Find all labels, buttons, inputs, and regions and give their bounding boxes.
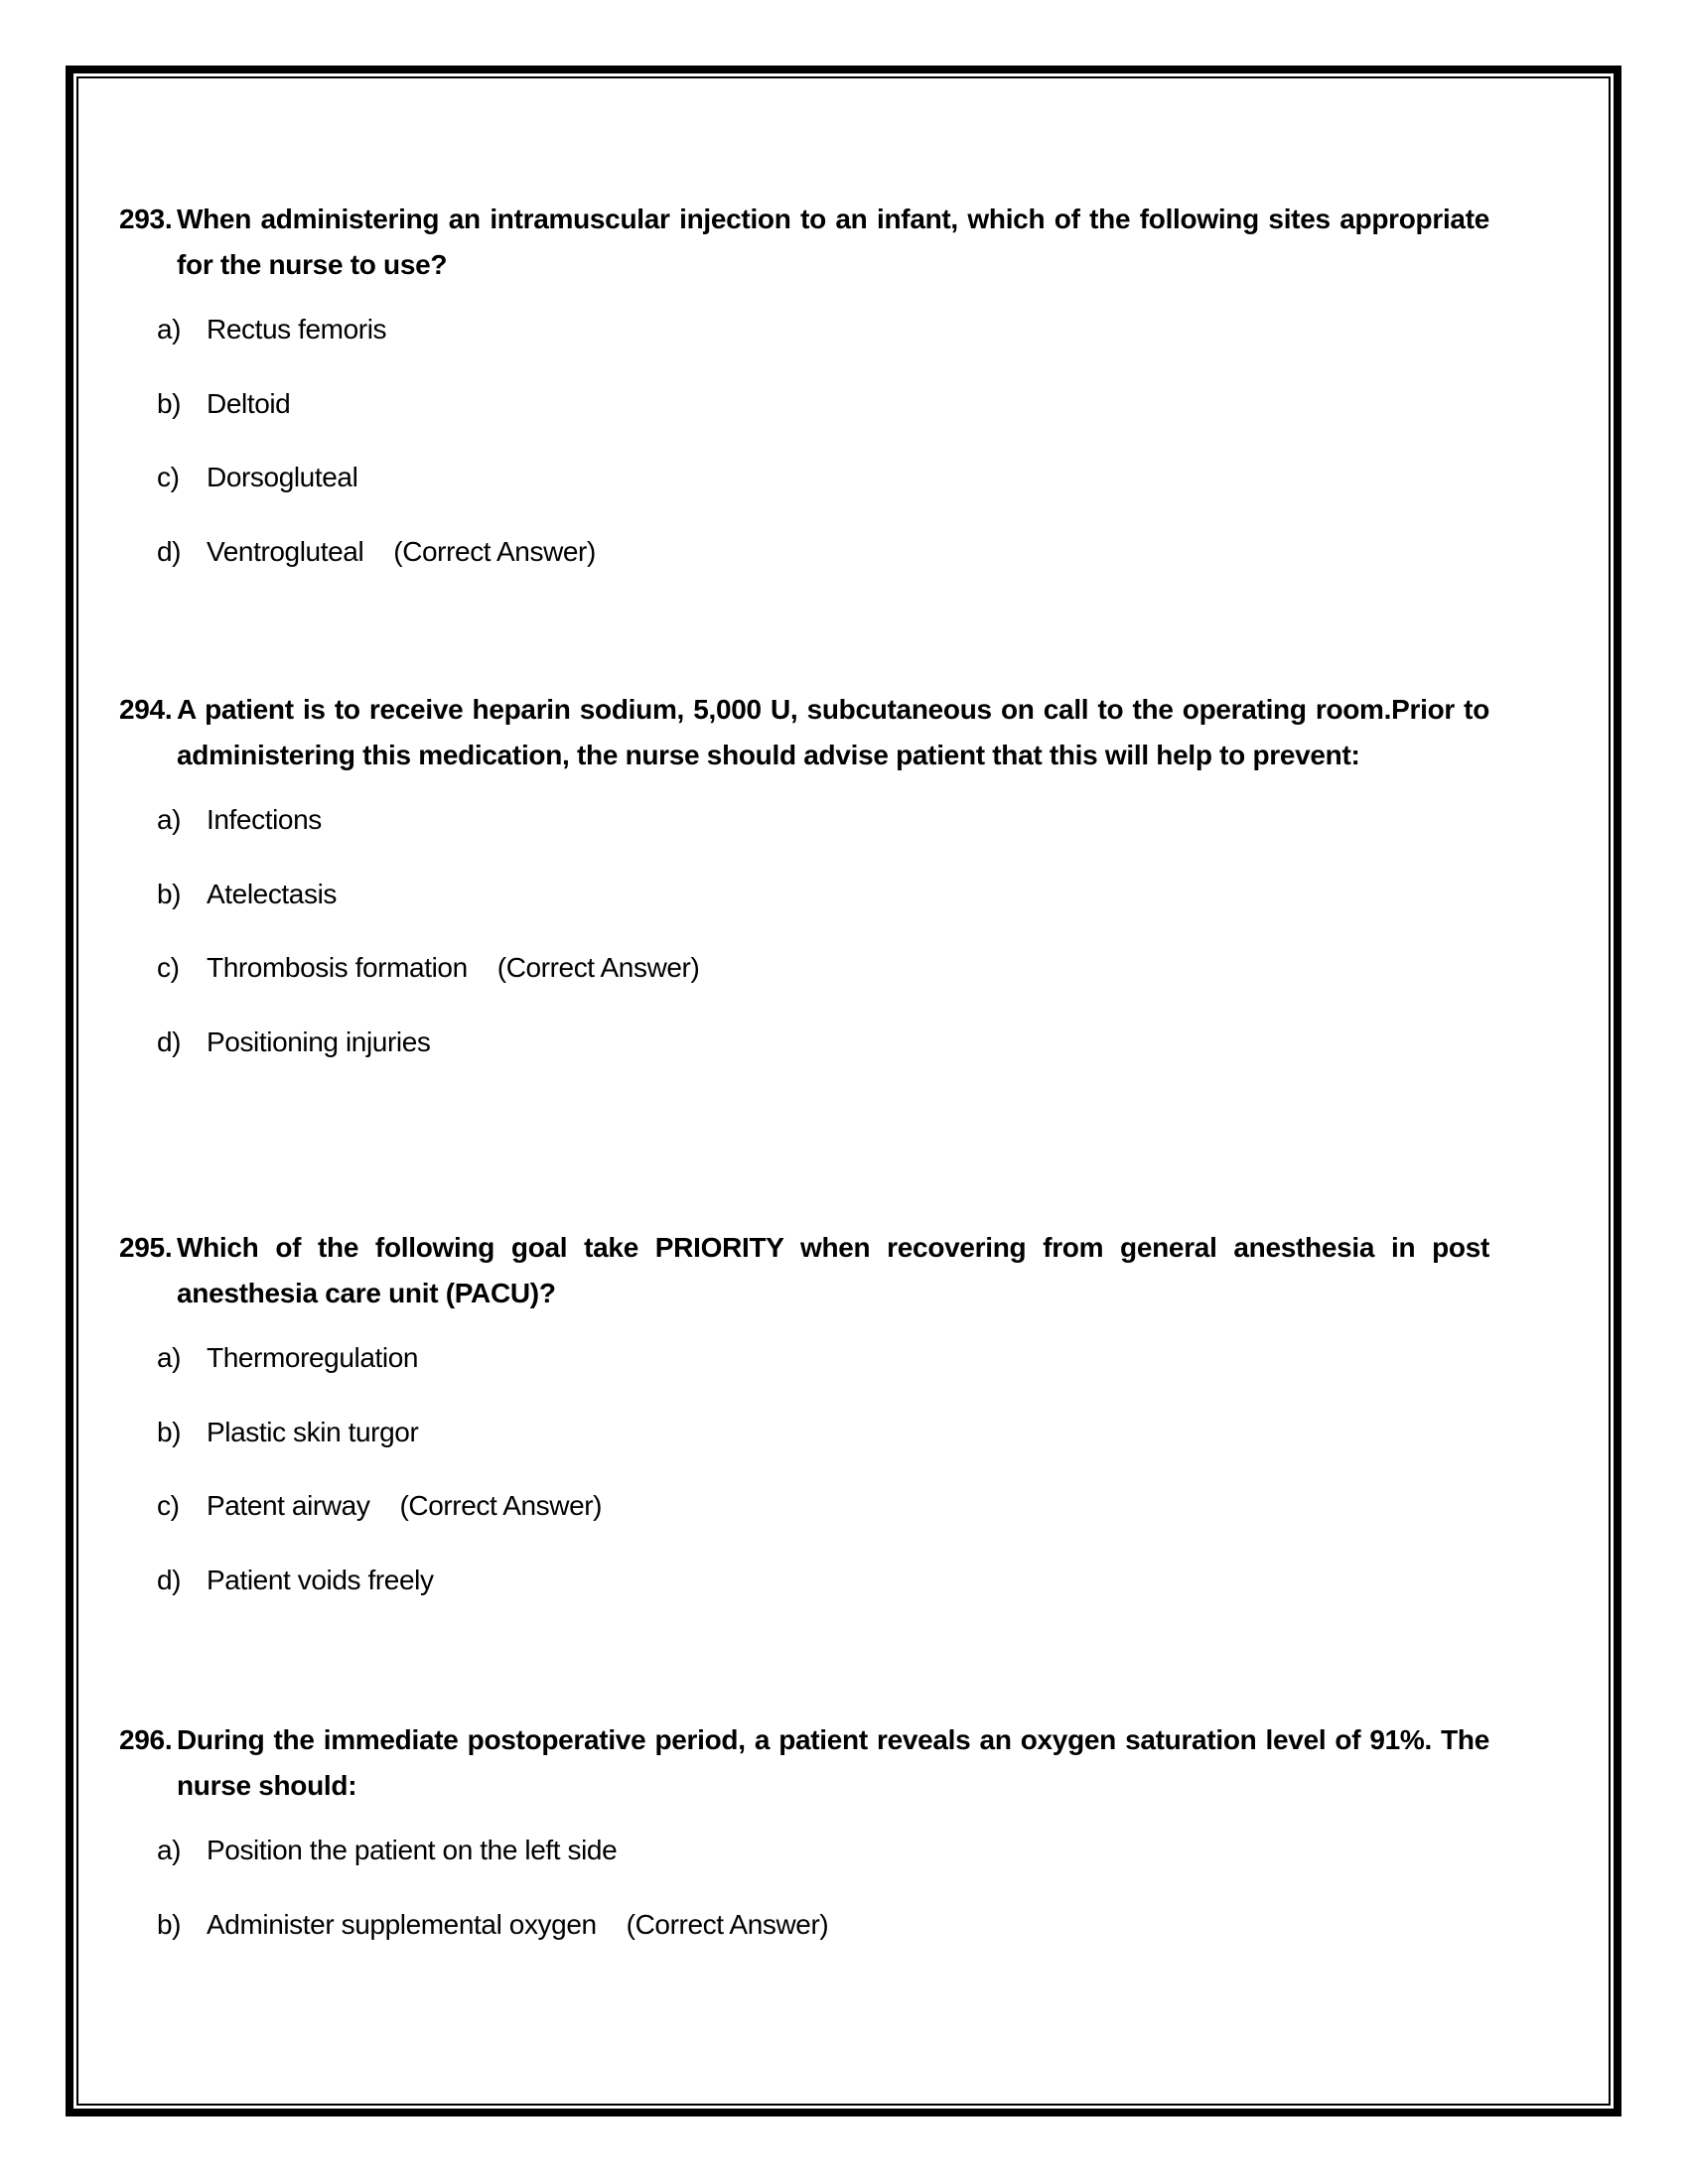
option-letter: b) (157, 1908, 182, 1940)
option-text: Rectus femoris (207, 314, 387, 344)
option-list (119, 806, 1489, 1102)
option-letter: a) (157, 804, 182, 835)
correct-answer-label: (Correct Answer) (496, 952, 700, 983)
option-list (119, 1837, 1489, 1984)
option-d (119, 535, 1489, 613)
option-letter: d) (157, 1025, 182, 1057)
question-text: A patient is to receive heparin sodium, 5,000 U, subcutaneous on call to the operating room.Prior to administering this medication, the nurse should advise patient that this will help to prevent: (177, 694, 1489, 770)
question-number: 294. (119, 694, 173, 725)
question-stem (119, 1225, 1489, 1316)
option-letter: d) (157, 535, 182, 567)
option-text: Thrombosis formation (207, 952, 468, 983)
option-letter: c) (157, 1490, 180, 1521)
question-number: 295. (119, 1232, 173, 1263)
question-295 (119, 1225, 1489, 1640)
option-text: Patent airway (207, 1490, 370, 1521)
question-text: Which of the following goal take PRIORITY when recovering from general anesthesia in post anesthesia care unit (PACU)? (177, 1232, 1489, 1308)
option-text: Infections (207, 804, 322, 835)
option-text: Atelectasis (207, 878, 337, 909)
option-text: Plastic skin turgor (207, 1416, 419, 1447)
correct-answer-label: (Correct Answer) (393, 535, 596, 567)
option-text: Thermoregulation (207, 1342, 419, 1373)
option-b (119, 387, 1489, 465)
correct-answer-label: (Correct Answer) (399, 1490, 603, 1521)
option-c (119, 464, 1489, 538)
option-letter: b) (157, 1416, 182, 1447)
option-text: Deltoid (207, 387, 291, 419)
option-a (119, 806, 1489, 881)
option-letter: a) (157, 314, 182, 344)
option-letter: b) (157, 878, 182, 909)
option-b (119, 1908, 1489, 1985)
question-293 (119, 197, 1489, 612)
option-text: Patient voids freely (207, 1564, 434, 1595)
option-text: Dorsogluteal (207, 462, 358, 492)
option-c (119, 954, 1489, 1028)
option-list (119, 316, 1489, 612)
question-number: 293. (119, 204, 173, 234)
option-letter: d) (157, 1564, 182, 1595)
question-stem (119, 197, 1489, 288)
option-c (119, 1492, 1489, 1567)
correct-answer-label: (Correct Answer) (626, 1908, 829, 1940)
option-letter: c) (157, 952, 180, 983)
option-a (119, 1837, 1489, 1911)
option-text: Administer supplemental oxygen (207, 1908, 597, 1940)
question-294 (119, 687, 1489, 1102)
option-a (119, 316, 1489, 390)
option-d (119, 1025, 1489, 1103)
option-a (119, 1344, 1489, 1419)
question-text: During the immediate postoperative period, a patient reveals an oxygen saturation level of 91%. The nurse should: (177, 1724, 1489, 1801)
option-text: Positioning injuries (207, 1025, 431, 1057)
question-number: 296. (119, 1724, 173, 1755)
question-296 (119, 1717, 1489, 1984)
option-letter: a) (157, 1342, 182, 1373)
option-letter: a) (157, 1835, 182, 1865)
option-text: Position the patient on the left side (207, 1835, 618, 1865)
question-stem (119, 1717, 1489, 1809)
option-text: Ventrogluteal (207, 535, 364, 567)
option-d (119, 1564, 1489, 1641)
question-text: When administering an intramuscular injection to an infant, which of the following sites appropriate for the nurse to use? (177, 204, 1489, 280)
question-stem (119, 687, 1489, 778)
option-b (119, 1416, 1489, 1493)
option-list (119, 1344, 1489, 1640)
option-letter: c) (157, 462, 180, 492)
option-letter: b) (157, 387, 182, 419)
option-b (119, 878, 1489, 955)
